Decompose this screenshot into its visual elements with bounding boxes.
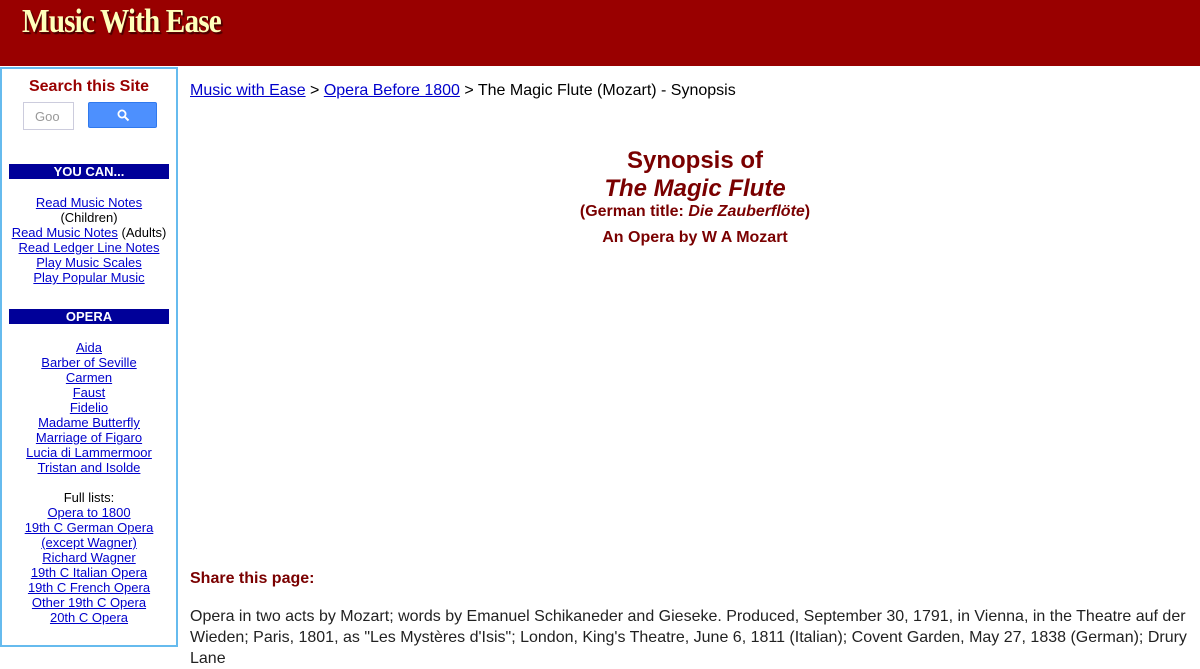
search-button[interactable] [88,102,157,128]
site-logo[interactable]: Music With Ease [22,3,221,40]
opera-link-tristan-and-isolde[interactable]: Tristan and Isolde [37,460,141,475]
full-list-19th-c-italian-opera[interactable]: 19th C Italian Opera [30,565,148,580]
opera-link-fidelio[interactable]: Fidelio [69,400,109,415]
opera-title: The Magic Flute [604,175,786,202]
opera-link-aida[interactable]: Aida [75,340,103,355]
opera-link-marriage-of-figaro[interactable]: Marriage of Figaro [35,430,143,445]
opera-link-madame-butterfly[interactable]: Madame Butterfly [38,415,140,430]
read-music-notes-adults-link[interactable]: Read Music Notes [11,225,118,240]
search-icon [117,109,130,122]
opera-link-lucia-di-lammermoor[interactable]: Lucia di Lammermoor [26,445,152,460]
sidebar [0,67,178,647]
page-title: Synopsis of [626,147,764,174]
share-label: Share this page: [190,570,315,587]
children-label: (Children) [60,210,118,225]
full-list-opera-to-1800[interactable]: Opera to 1800 [47,505,131,520]
opera-heading: OPERA [9,309,169,324]
full-list-19th-c-french-opera[interactable]: 19th C French Opera [27,580,151,595]
you-can-list [2,195,176,285]
opera-link-faust[interactable]: Faust [72,385,106,400]
search-row [2,102,176,132]
body-paragraph: Opera in two acts by Mozart; words by Emanuel Schikaneder and Gieseke. Produced, September 30, 1791, in Vienna, in the Theatre auf der Wieden; Paris, 1801, as "Les Mystères d'Isis"; London, King's Theatre, June 6, 1811 (Italian); Covent Garden, May 27, 1838 (German); Drury Lane [190,608,1187,667]
search-input[interactable] [23,102,74,130]
opera-list [2,340,176,625]
full-list-richard-wagner[interactable]: Richard Wagner [42,550,136,565]
german-title-prefix: (German title: [579,203,689,220]
breadcrumb-current: The Magic Flute (Mozart) - Synopsis [477,82,736,99]
opera-link-barber-of-seville[interactable]: Barber of Seville [41,355,137,370]
adults-label: (Adults) [117,225,167,240]
german-title [190,203,1200,221]
list-item [2,210,176,225]
full-list-19th-c-german-opera[interactable]: 19th C German Opera [24,520,154,535]
you-can-heading: YOU CAN... [9,164,169,179]
breadcrumb-home-link[interactable]: Music with Ease [190,82,306,99]
list-item [2,195,176,210]
page-title-block [190,147,1200,247]
german-title-name: Die Zauberflöte [688,203,805,220]
site-header [0,0,1200,66]
read-music-notes-children-link[interactable]: Read Music Notes [35,195,143,210]
search-title: Search this Site [28,78,150,95]
byline: An Opera by W A Mozart [602,229,788,246]
play-music-scales-link[interactable]: Play Music Scales [36,255,142,270]
german-title-suffix: ) [804,203,811,220]
full-list-except-wagner[interactable]: (except Wagner) [41,535,137,550]
full-lists-label: Full lists: [63,490,115,505]
breadcrumb [190,81,736,100]
breadcrumb-separator: > [305,82,324,99]
breadcrumb-separator: > [459,82,478,99]
play-popular-music-link[interactable]: Play Popular Music [33,270,145,285]
full-list-other-19th-c-opera[interactable]: Other 19th C Opera [31,595,147,610]
list-item [2,240,176,255]
breadcrumb-section-link[interactable]: Opera Before 1800 [323,82,460,99]
opera-link-carmen[interactable]: Carmen [65,370,113,385]
list-item [2,270,176,285]
full-list-20th-c-opera[interactable]: 20th C Opera [49,610,129,625]
list-item [2,255,176,270]
list-item [2,225,176,240]
read-ledger-line-notes-link[interactable]: Read Ledger Line Notes [18,240,160,255]
